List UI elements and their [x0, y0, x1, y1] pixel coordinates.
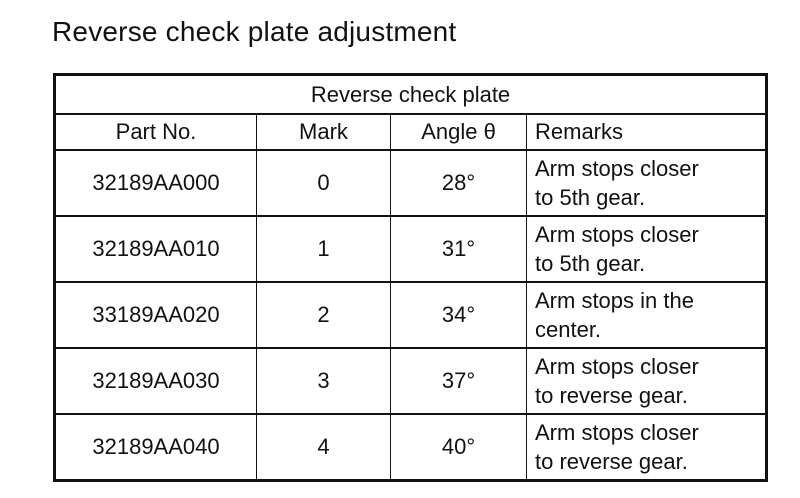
- angle-cell: 40°: [391, 414, 527, 481]
- part-number-cell: 32189AA000: [55, 150, 257, 216]
- remarks-line: Arm stops closer: [535, 156, 699, 181]
- mark-cell: 0: [257, 150, 391, 216]
- part-number-cell: 32189AA040: [55, 414, 257, 481]
- table-row: [55, 216, 767, 282]
- mark-cell: 1: [257, 216, 391, 282]
- remarks-cell: [527, 282, 767, 348]
- document-title: Reverse check plate adjustment: [52, 16, 457, 47]
- table-caption: Reverse check plate: [55, 75, 767, 115]
- remarks-line: to 5th gear.: [535, 185, 646, 210]
- column-header-angle: Angle θ: [391, 114, 527, 150]
- remarks-line: Arm stops closer: [535, 222, 699, 247]
- mark-cell: 2: [257, 282, 391, 348]
- remarks-cell: [527, 150, 767, 216]
- remarks-cell: [527, 216, 767, 282]
- angle-cell: 31°: [391, 216, 527, 282]
- mark-cell: 3: [257, 348, 391, 414]
- remarks-line: to reverse gear.: [535, 449, 688, 474]
- remarks-line: to reverse gear.: [535, 383, 688, 408]
- part-number-cell: 32189AA010: [55, 216, 257, 282]
- table-row: [55, 150, 767, 216]
- angle-cell: 37°: [391, 348, 527, 414]
- table-header-row: [55, 114, 767, 150]
- remarks-cell: [527, 348, 767, 414]
- table-row: [55, 282, 767, 348]
- remarks-line: Arm stops in the: [535, 288, 694, 313]
- remarks-line: center.: [535, 317, 602, 342]
- part-number-cell: 32189AA030: [55, 348, 257, 414]
- mark-cell: 4: [257, 414, 391, 481]
- part-number-cell: 33189AA020: [55, 282, 257, 348]
- reverse-check-plate-table: [53, 73, 768, 482]
- table-caption-row: [55, 75, 767, 115]
- table-row: [55, 348, 767, 414]
- column-header-mark: Mark: [257, 114, 391, 150]
- remarks-line: to 5th gear.: [535, 251, 646, 276]
- remarks-line: Arm stops closer: [535, 420, 699, 445]
- angle-cell: 28°: [391, 150, 527, 216]
- table-row: [55, 414, 767, 481]
- remarks-cell: [527, 414, 767, 481]
- angle-cell: 34°: [391, 282, 527, 348]
- column-header-remarks: Remarks: [527, 114, 767, 150]
- column-header-part-no: Part No.: [55, 114, 257, 150]
- remarks-line: Arm stops closer: [535, 354, 699, 379]
